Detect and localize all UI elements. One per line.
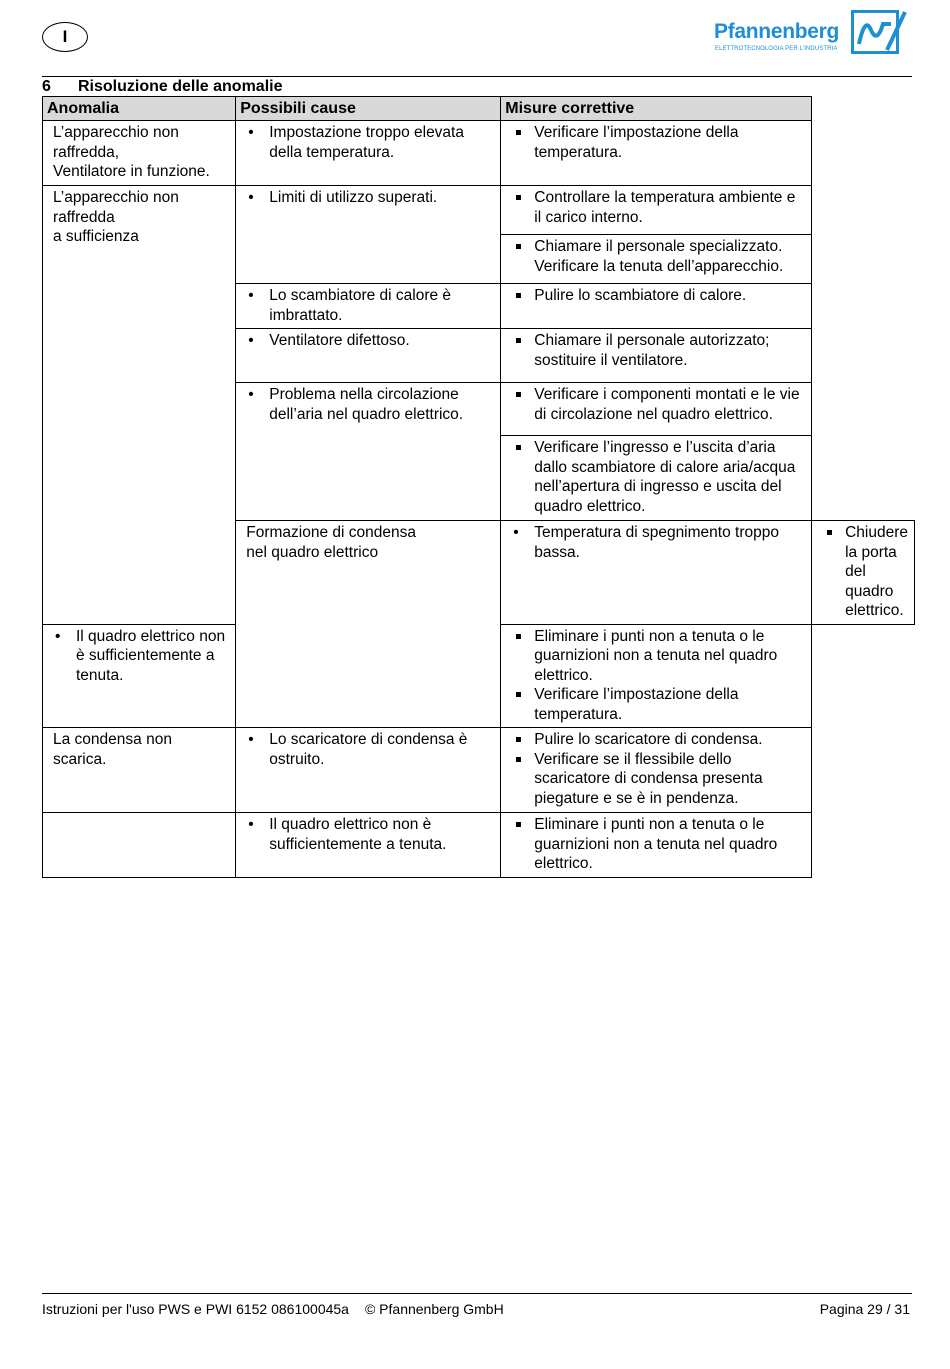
cause-cell [236,728,501,813]
anomaly-line: L’apparecchio non [53,189,179,206]
cause-item: • Ventilatore difettoso. [246,331,494,351]
fix-item: Eliminare i punti non a tenuta o le guarnizioni non a tenuta nel quadro elettrico. [511,815,805,874]
table-header-row [43,97,915,121]
anomaly-line: raffredda [53,208,115,226]
cause-cell [236,383,501,521]
cause-cell [501,521,812,625]
fix-item: Verificare i componenti montati e le vie di circolazione nel quadro elettrico. [511,385,805,424]
cause-cell [236,121,501,186]
anomaly-line: L’apparecchio non [53,124,179,141]
anomaly-cell [236,521,501,728]
table-row [43,728,915,813]
fix-cell [501,436,812,521]
section-title: Risoluzione delle anomalie [78,78,283,95]
fix-cell [501,329,812,383]
fix-item: Chiamare il personale autorizzato; sostituire il ventilatore. [511,331,805,370]
logo-tagline: ELETTROTECNOLOGIA PER L'INDUSTRIA [715,46,838,52]
fix-item: Controllare la temperatura ambiente e il carico interno. [511,188,805,227]
fix-item: Eliminare i punti non a tenuta o le guarnizioni non a tenuta nel quadro elettrico. [511,627,805,686]
footer-copyright: © Pfannenberg GmbH [364,1301,504,1317]
anomaly-cell [43,186,236,625]
fix-cell [501,121,812,186]
footer-doc-title: Istruzioni per l'uso PWS e PWI 6152 086100045a [42,1301,349,1317]
section-heading [42,78,283,96]
fix-item: Verificare l’ingresso e l’uscita d’aria dallo scambiatore di calore aria/acqua nell’apertura di ingresso e uscita del quadro elettrico. [511,438,805,516]
cause-item: • Problema nella circolazione dell’aria nel quadro elettrico. [246,385,494,424]
cause-item: • Limiti di utilizzo superati. [246,188,494,208]
cause-cell [236,186,501,284]
section-number: 6 [42,78,51,95]
anomaly-line: Ventilatore in funzione. [53,163,210,180]
anomaly-cell [43,728,236,813]
fix-cell [501,813,812,878]
fix-item: Pulire lo scambiatore di calore. [511,286,805,306]
fix-item: Verificare se il flessibile dello scaricatore di condensa presenta piegature e se è in pendenza. [511,750,805,809]
fix-cell [501,383,812,436]
pfannenberg-logo [714,10,909,56]
fix-item: Chiudere la porta del quadro elettrico. [822,523,908,621]
cause-item: • Temperatura di spegnimento troppo bassa. [511,523,805,562]
fix-item: Pulire lo scaricatore di condensa. [511,730,805,750]
header-possibili-cause: Possibili cause [236,97,501,121]
cause-item: • Il quadro elettrico non è sufficientemente a tenuta. [246,815,494,854]
fix-cell [501,624,812,728]
header-misure-correttive: Misure correttive [501,97,812,121]
table-row [43,121,915,186]
anomaly-line: a sufficienza [53,228,139,245]
cause-item: • Impostazione troppo elevata della temperatura. [246,123,494,162]
footer-divider [42,1293,912,1294]
anomaly-line: scarica. [53,750,107,768]
fix-cell [812,521,915,625]
footer-document-info [42,1301,504,1317]
table-row [43,813,915,878]
cause-item: • Il quadro elettrico non è sufficientemente a tenuta. [53,627,229,686]
header-divider [42,76,912,77]
cause-cell [236,284,501,329]
header-anomalia: Anomalia [43,97,236,121]
fix-item: Chiamare il personale specializzato. Verificare la tenuta dell’apparecchio. [511,237,805,276]
footer-page-number: Pagina 29 / 31 [819,1301,910,1317]
troubleshooting-table [42,96,915,878]
fix-item: Verificare l’impostazione della temperatura. [511,123,805,162]
fix-item: Verificare l’impostazione della temperatura. [511,685,805,724]
cause-item: • Lo scaricatore di condensa è ostruito. [246,730,494,769]
cause-item: • Lo scambiatore di calore è imbrattato. [246,286,494,325]
fix-cell [501,284,812,329]
anomaly-line: raffredda, [53,143,120,161]
logo-name: Pfannenberg [714,20,840,43]
anomaly-cell [43,121,236,186]
cause-cell [236,329,501,383]
anomaly-line: Formazione di condensa [246,524,416,541]
anomaly-line: La condensa non [53,731,172,748]
anomaly-line: nel quadro elettrico [246,543,379,561]
language-badge: I [42,22,88,52]
fix-cell [501,235,812,284]
fix-cell [501,186,812,235]
logo-mark-icon [851,10,907,54]
table-row [43,186,915,235]
anomaly-cell-empty [43,813,236,878]
cause-cell [43,624,236,728]
fix-cell [501,728,812,813]
cause-cell [236,813,501,878]
